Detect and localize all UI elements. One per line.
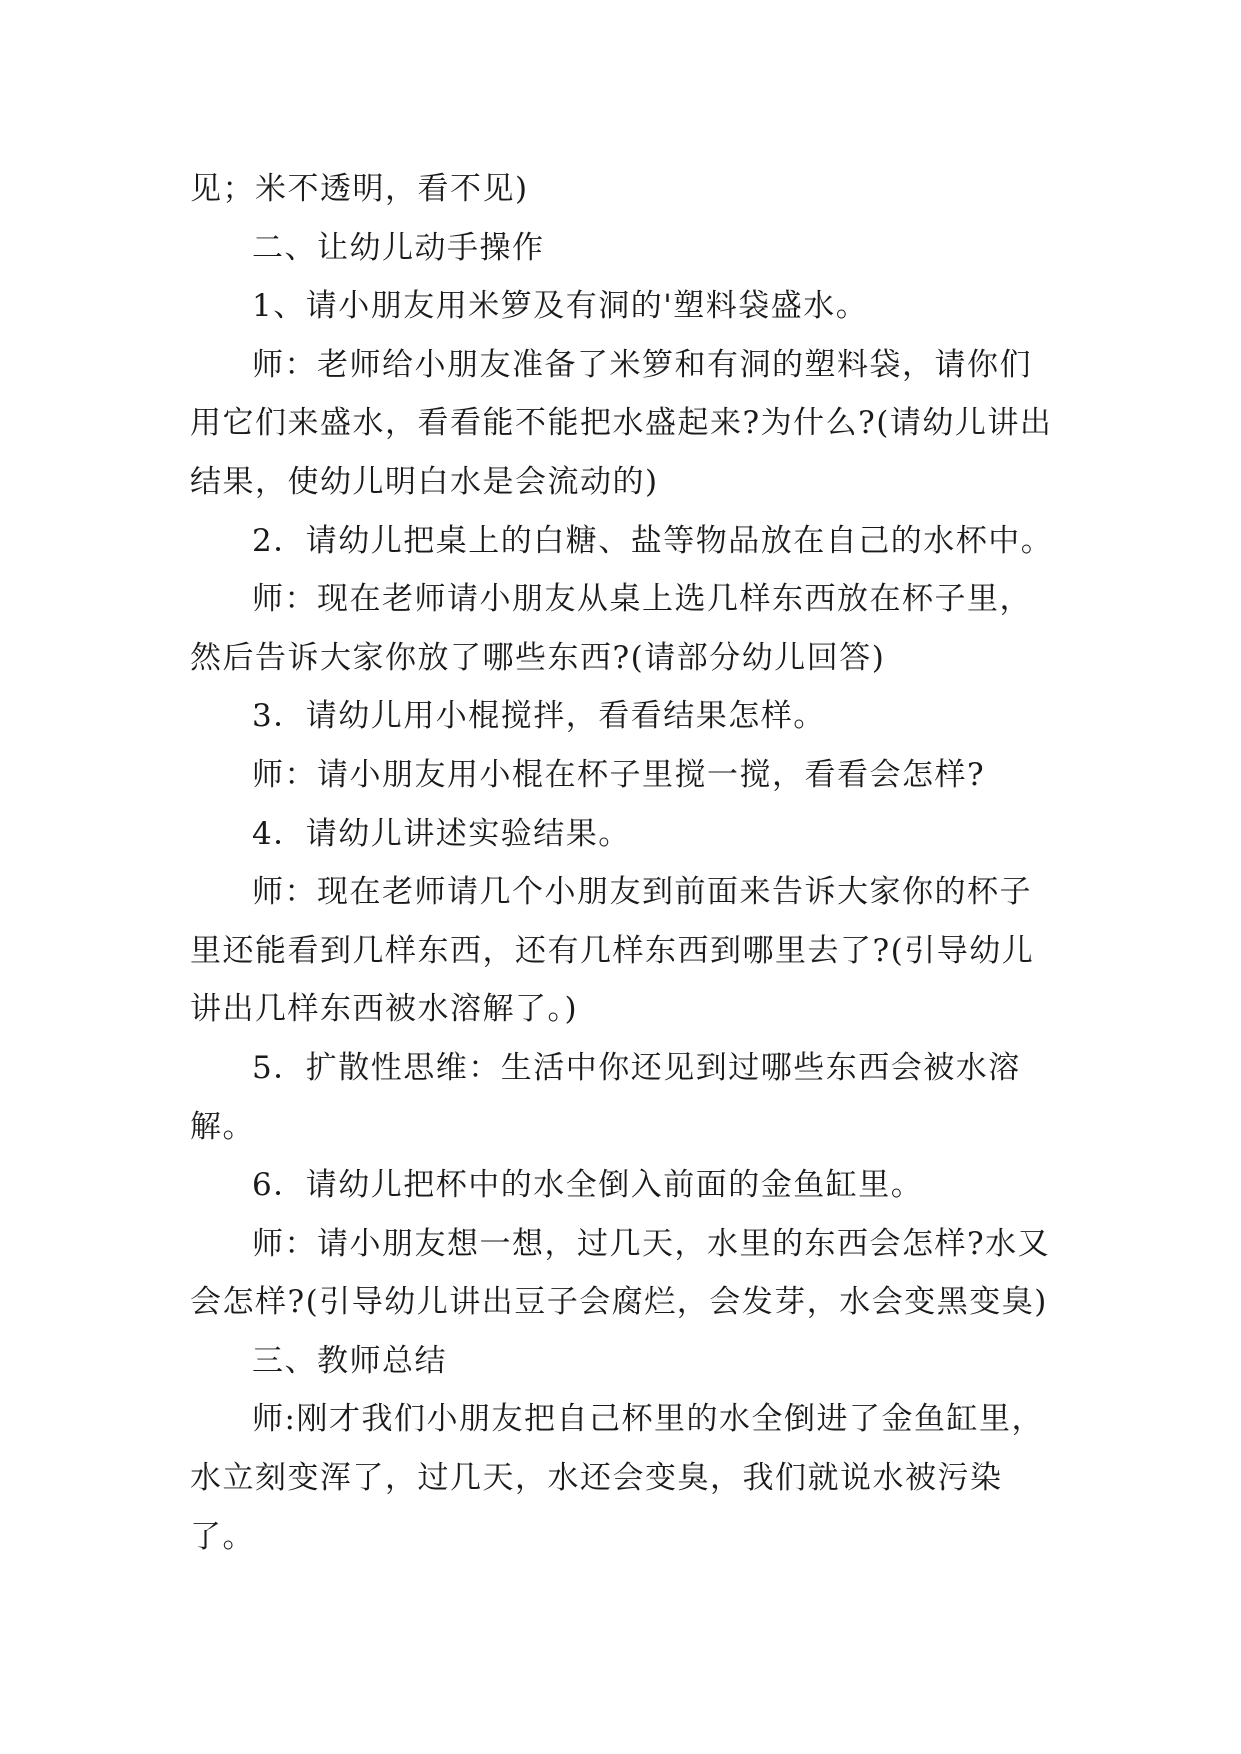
step-5: 5．扩散性思维：生活中你还见到过哪些东西会被水溶解。 [190,1049,1021,1145]
document-body [190,160,1062,1566]
teacher-line-1: 师：老师给小朋友准备了米箩和有洞的塑料袋，请你们用它们来盛水，看看能不能把水盛起来?为什么?(请幼儿讲出结果，使幼儿明白水是会流动的) [190,346,1053,500]
step-4: 4．请幼儿讲述实验结果。 [252,815,631,852]
section-heading-3: 三、教师总结 [252,1342,447,1379]
teacher-line-2: 师：现在老师请小朋友从桌上选几样东西放在杯子里，然后告诉大家你放了哪些东西?(请部分幼儿回答) [190,581,1032,676]
step-6: 6．请幼儿把杯中的水全倒入前面的金鱼缸里。 [252,1167,924,1204]
section-heading-2: 二、让幼儿动手操作 [252,229,545,266]
teacher-line-5: 师：请小朋友想一想，过几天，水里的东西会怎样?水又会怎样?(引导幼儿讲出豆子会腐烂，会发芽，水会变黑变臭) [190,1225,1051,1321]
teacher-summary: 师:刚才我们小朋友把自己杯里的水全倒进了金鱼缸里，水立刻变浑了，过几天，水还会变臭，我们就说水被污染了。 [190,1401,1044,1555]
paragraph-continuation: 见；米不透明，看不见) [190,171,529,207]
teacher-line-4: 师：现在老师请几个小朋友到前面来告诉大家你的杯子里还能看到几样东西，还有几样东西到哪里去了?(引导幼儿讲出几样东西被水溶解了。) [190,874,1035,1028]
step-3: 3．请幼儿用小棍搅拌，看看结果怎样。 [252,698,826,735]
step-2: 2．请幼儿把桌上的白糖、盐等物品放在自己的水杯中。 [252,522,1054,559]
step-1: 1、请小朋友用米箩及有洞的'塑料袋盛水。 [252,288,869,325]
teacher-line-3: 师：请小朋友用小棍在杯子里搅一搅，看看会怎样? [252,756,986,793]
